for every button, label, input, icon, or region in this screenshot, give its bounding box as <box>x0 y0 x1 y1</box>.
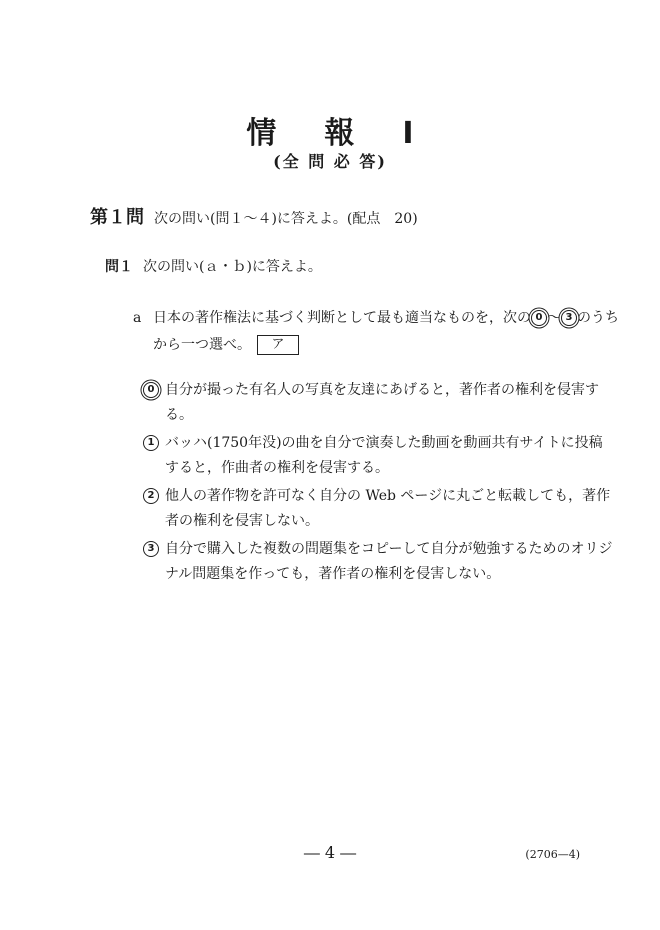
option-text-cont: すると，作曲者の権利を侵害する。 <box>165 460 389 476</box>
option-text-cont: る。 <box>165 407 193 423</box>
option-text: 他人の著作物を許可なく自分の Web ページに丸ごと転載しても，著作 <box>165 488 611 504</box>
part-a-letter: a <box>133 310 142 326</box>
option-item <box>143 431 612 481</box>
sub-question-heading <box>105 256 322 276</box>
part-a-line-1 <box>133 305 619 332</box>
option-text-cont: ナル問題集を作っても，著作者の権利を侵害しない。 <box>165 566 501 582</box>
title-char-3: Ⅰ <box>402 116 414 151</box>
option-marker: 1 <box>143 435 159 451</box>
option-marker: 3 <box>143 541 159 557</box>
range-separator: ～ <box>547 310 561 326</box>
option-text-cont: 者の権利を侵害しない。 <box>165 513 319 529</box>
option-list <box>143 378 612 590</box>
page-number: ― 4 ― <box>303 843 357 862</box>
title-char-1: 情 <box>246 116 277 151</box>
option-item <box>143 378 612 428</box>
part-a-line-2 <box>133 332 619 359</box>
page-code: (2706—4) <box>525 848 580 861</box>
option-item <box>143 484 612 534</box>
option-text: 自分が撮った有名人の写真を友達にあげると，著作者の権利を侵害す <box>165 382 599 398</box>
answer-box: ア <box>257 335 299 355</box>
subtitle: (全 問 必 答) <box>273 152 387 171</box>
option-marker: 0 <box>143 382 159 398</box>
title-char-2: 報 <box>324 116 355 151</box>
question-number: 第１問 <box>90 207 144 228</box>
range-end-marker: 3 <box>561 310 577 326</box>
sub-question-text: 次の問い(ａ・ｂ)に答えよ。 <box>143 259 322 275</box>
option-text: バッハ(1750年没)の曲を自分で演奏した動画を動画共有サイトに投稿 <box>165 435 603 451</box>
part-a-text-post: のうち <box>577 310 619 326</box>
range-start-marker: 0 <box>531 310 547 326</box>
option-text: 自分で購入した複数の問題集をコピーして自分が勉強するためのオリジ <box>165 541 613 557</box>
sub-question-number: 問１ <box>105 259 133 275</box>
option-item <box>143 537 612 587</box>
part-a-text-pre: 日本の著作権法に基づく判断として最も適当なものを，次の <box>153 310 531 326</box>
page-title <box>0 108 660 152</box>
part-a <box>133 305 619 359</box>
part-a-text-line2: から一つ選べ。 <box>153 337 251 353</box>
option-marker: 2 <box>143 488 159 504</box>
question-text: 次の問い(問１～４)に答えよ。(配点 20) <box>154 211 418 227</box>
question-heading <box>90 203 418 229</box>
